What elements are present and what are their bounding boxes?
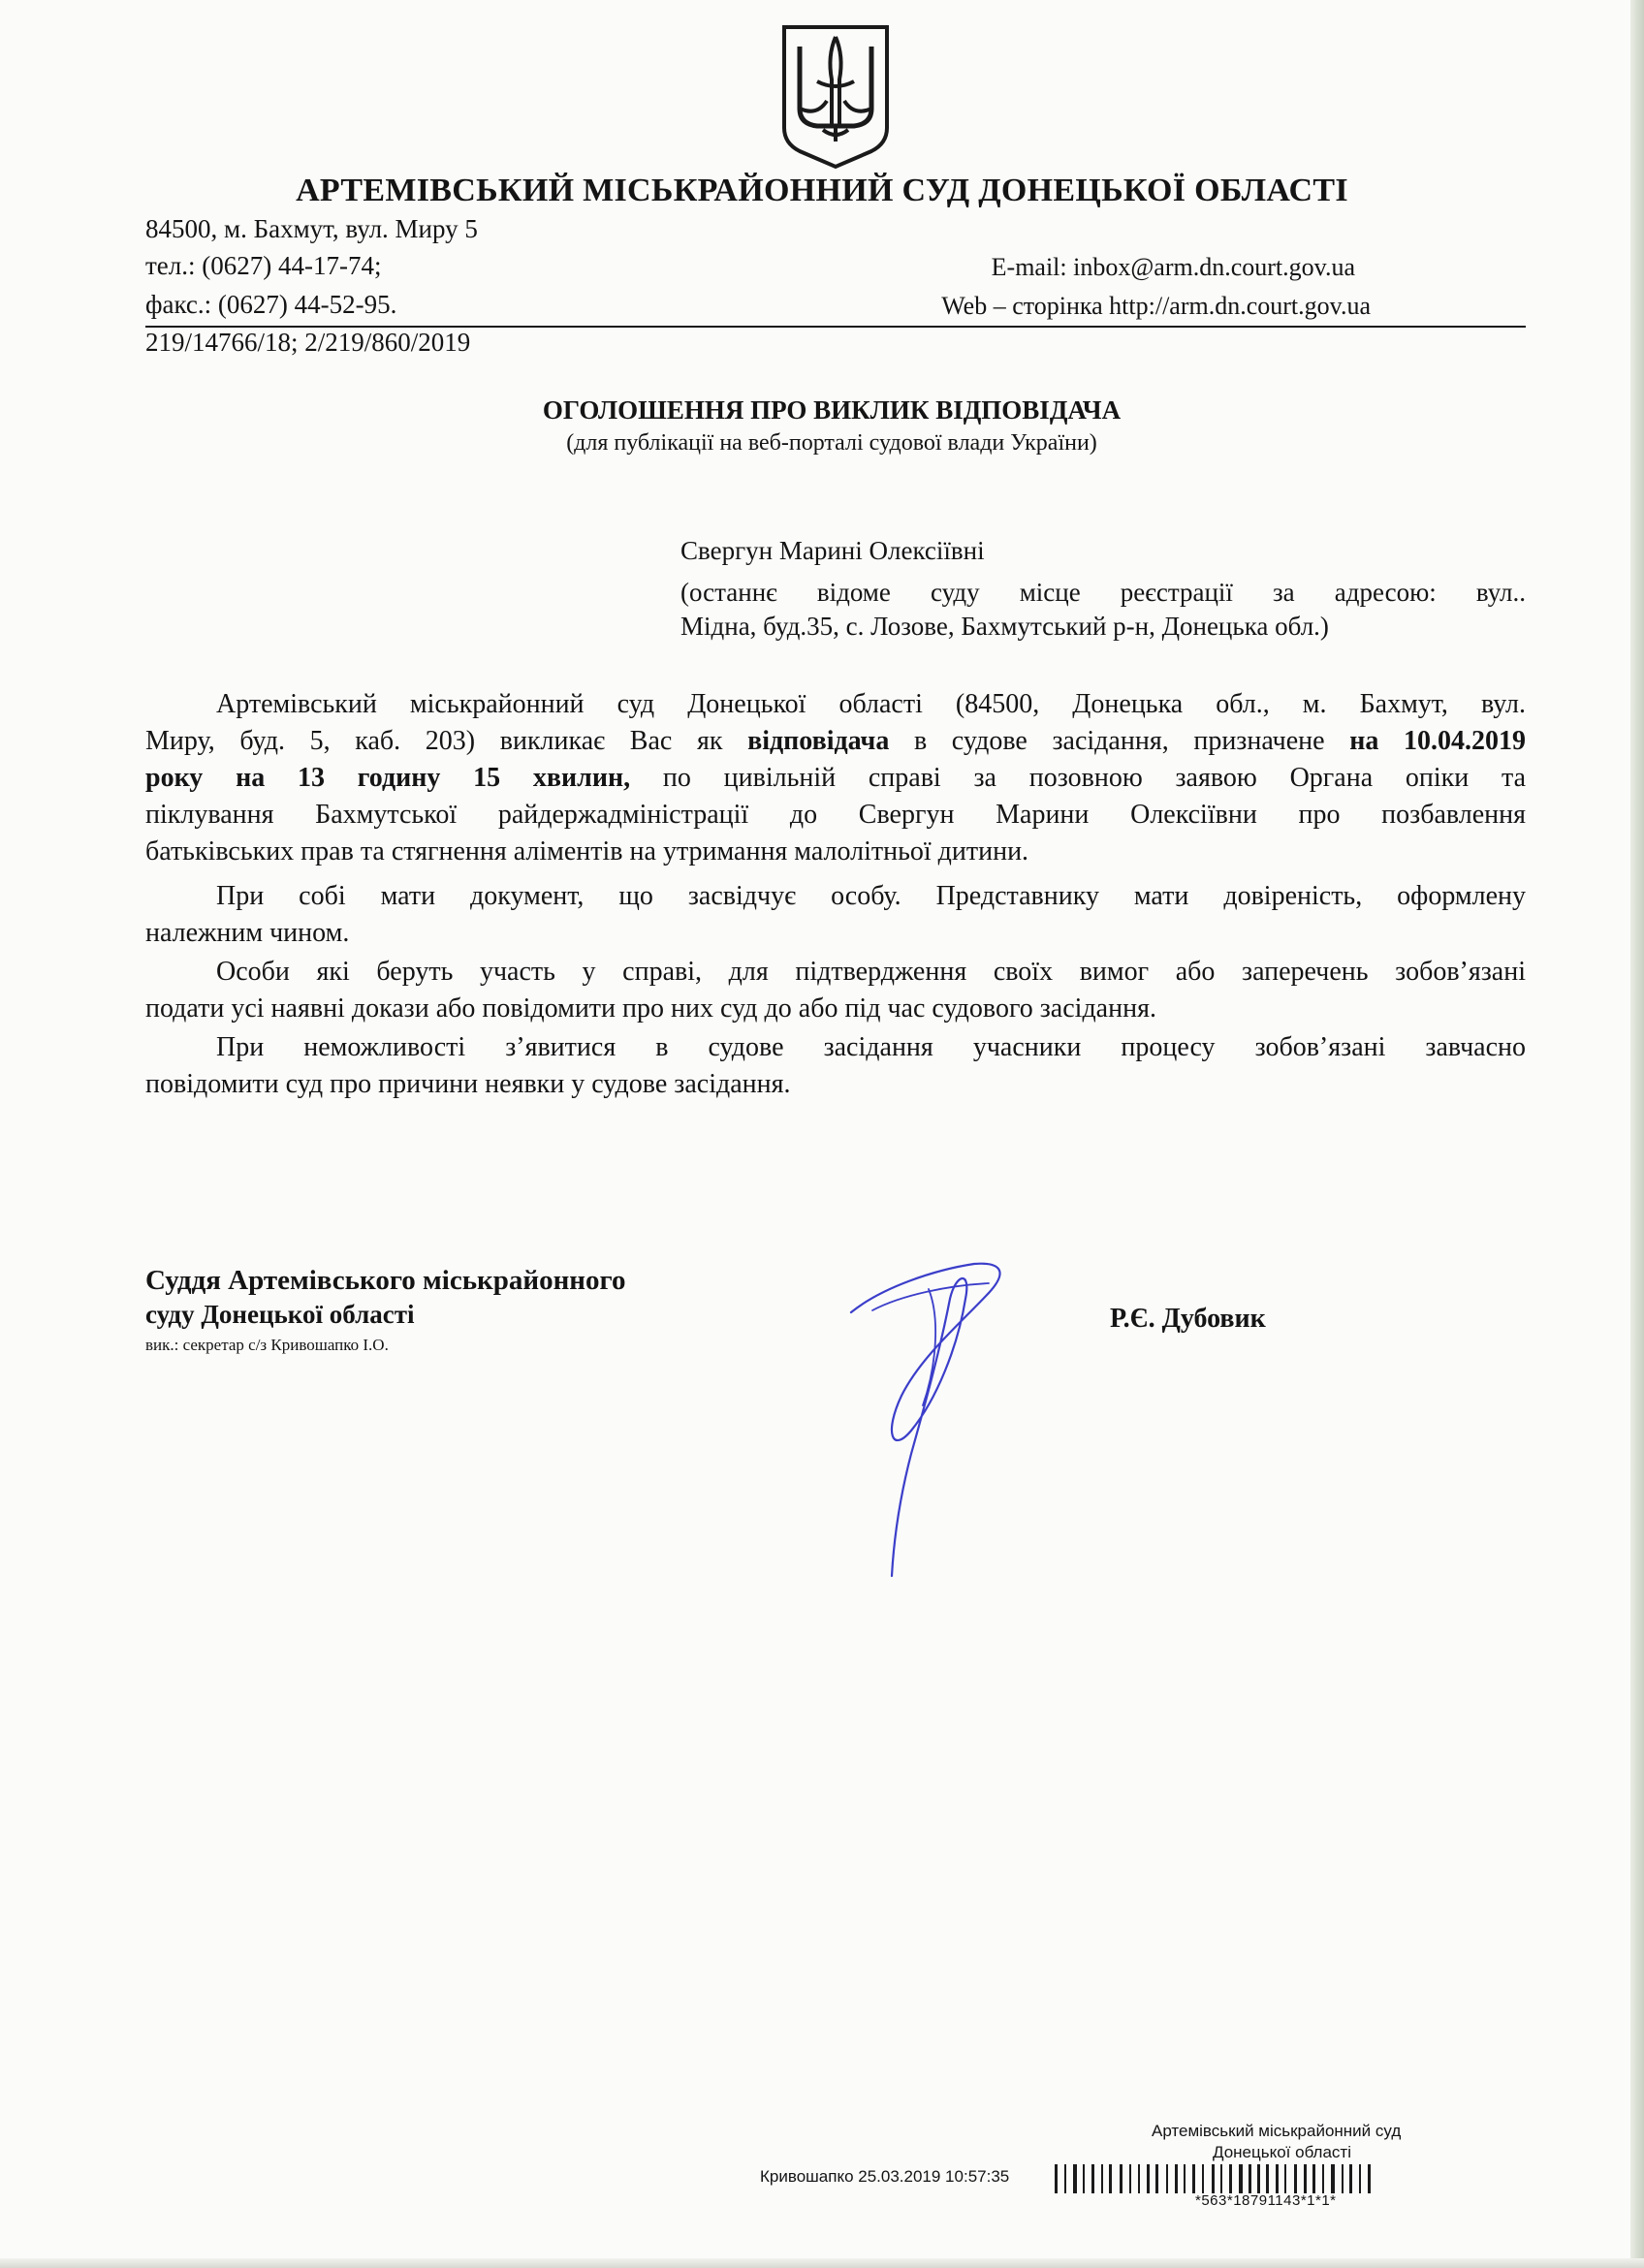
handwritten-signature [843, 1260, 1018, 1580]
court-name: АРТЕМІВСЬКИЙ МІСЬКРАЙОННИЙ СУД ДОНЕЦЬКОЇ ОБЛАСТІ [296, 173, 1348, 208]
executor-note: вик.: секретар с/з Кривошапко І.О. [145, 1336, 389, 1354]
court-fax: факс.: (0627) 44-52-95. [145, 290, 397, 319]
body-paragraph-3 [145, 954, 1526, 1027]
body-line: року на 13 годину 15 хвилин, по цивільній справі за позовною заявою Органа опіки та [145, 763, 1527, 793]
stamp-court-line-2: Донецької області [1213, 2143, 1351, 2161]
body-line: піклування Бахмутської райдержадміністрації до Свергун Марини Олексіївни про позбавлення [145, 800, 1526, 830]
body-line: Артемівський міськрайонний суд Донецької області (84500, Донецька обл., м. Бахмут, вул. [216, 689, 1526, 719]
court-web: Web – сторінка http://arm.dn.court.gov.ua [941, 292, 1371, 320]
trident-emblem-icon [778, 23, 893, 171]
court-email: E-mail: inbox@arm.dn.court.gov.ua [991, 253, 1355, 281]
body-line: Особи які беруть участь у справі, для підтвердження своїх вимог або заперечень зобов’язані [216, 957, 1526, 987]
scan-edge-shadow [1630, 0, 1644, 2268]
judge-title-line-2: суду Донецької області [145, 1300, 415, 1329]
recipient-name: Свергун Марині Олексіївні [680, 536, 985, 565]
recipient-address-line-2: Мідна, буд.35, с. Лозове, Бахмутський р-н, Донецька обл.) [680, 612, 1329, 641]
scan-bottom-shadow [0, 2258, 1644, 2268]
body-paragraph-1 [145, 686, 1526, 870]
case-number: 219/14766/18; 2/219/860/2019 [145, 328, 471, 357]
body-line: Миру, буд. 5, каб. 203) викликає Вас як відповідача в судове засідання, призначене на 10.04.2019 [145, 726, 1526, 756]
court-phone: тел.: (0627) 44-17-74; [145, 251, 382, 280]
recipient-address-line-1: (останнє відоме суду місце реєстрації за адресою: вул.. [680, 578, 1526, 607]
announcement-title: ОГОЛОШЕННЯ ПРО ВИКЛИК ВІДПОВІДАЧА [542, 395, 1122, 425]
body-paragraph-4 [145, 1029, 1526, 1103]
court-address: 84500, м. Бахмут, вул. Миру 5 [145, 214, 478, 243]
body-line: подати усі наявні докази або повідомити про них суд до або під час судового засідання. [145, 993, 1156, 1024]
body-line: належним чином. [145, 918, 350, 948]
barcode-text: *563*18791143*1*1* [1195, 2192, 1337, 2209]
judge-name: Р.Є. Дубовик [1110, 1304, 1266, 1334]
announcement-subtitle: (для публікації на веб-порталі судової влади України) [566, 430, 1097, 456]
judge-title-line-1: Суддя Артемівського міськрайонного [145, 1265, 626, 1296]
body-line: батьківських прав та стягнення аліментів на утримання малолітньої дитини. [145, 836, 1029, 866]
stamp-court-line-1: Артемівський міськрайонний суд [1152, 2122, 1402, 2140]
stamp-user-timestamp: Кривошапко 25.03.2019 10:57:35 [760, 2167, 1010, 2186]
body-line: При неможливості з’явитися в судове засідання учасники процесу зобов’язані завчасно [216, 1032, 1526, 1062]
body-paragraph-2 [145, 878, 1526, 952]
body-line: При собі мати документ, що засвідчує особу. Представнику мати довіреність, оформлену [216, 881, 1526, 911]
body-line: повідомити суд про причини неявки у судове засідання. [145, 1069, 791, 1099]
